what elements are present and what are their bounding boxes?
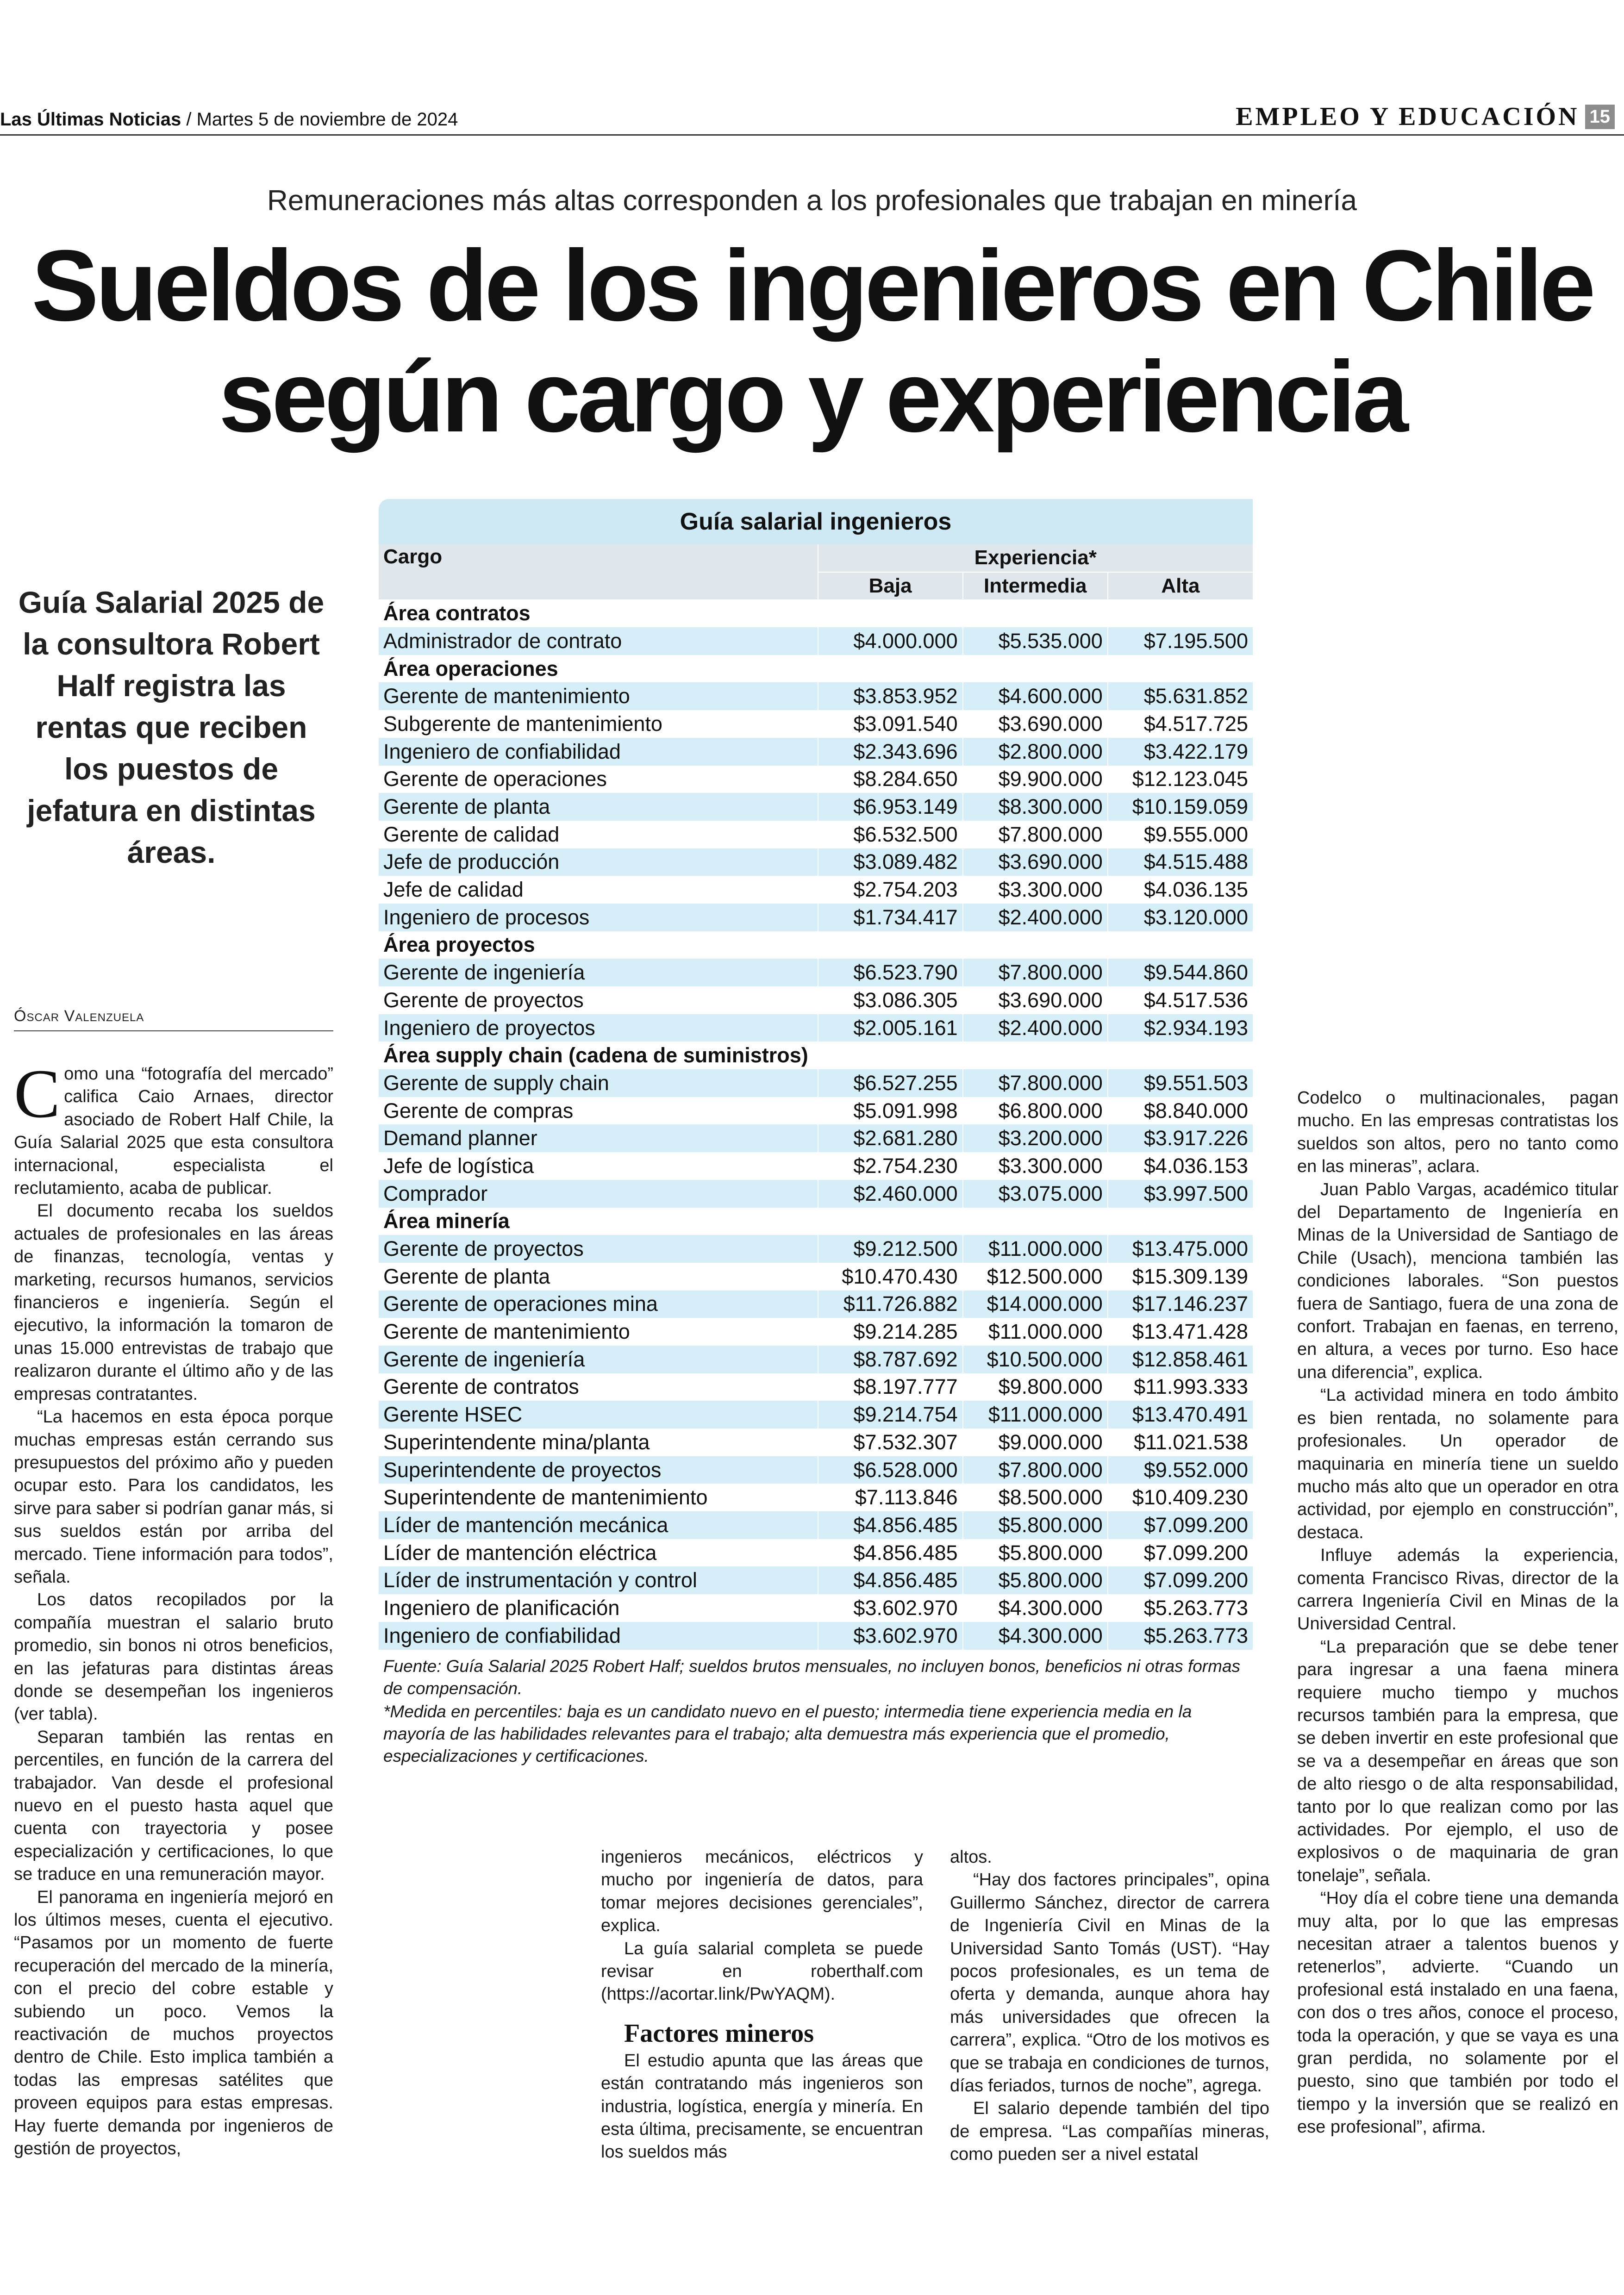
role-cell: Líder de instrumentación y control: [379, 1566, 818, 1594]
salary-alta-cell: $7.099.200: [1108, 1511, 1253, 1539]
empty-cell: [818, 931, 963, 959]
salary-intermedia-cell: $3.200.000: [963, 1124, 1108, 1152]
salary-baja-cell: $9.212.500: [818, 1235, 963, 1263]
role-cell: Jefe de logística: [379, 1152, 818, 1180]
empty-cell: [963, 599, 1108, 627]
role-cell: Gerente de proyectos: [379, 986, 818, 1014]
table-row: [379, 682, 1253, 710]
salary-intermedia-cell: $5.800.000: [963, 1511, 1108, 1539]
role-cell: Gerente de ingeniería: [379, 1346, 818, 1373]
article-paragraph: ingenieros mecánicos, eléctricos y mucho por ingeniería de datos, para tomar mejores decisiones gerenciales”, explica.: [601, 1847, 923, 1936]
article-paragraph: “Hay dos factores principales”, opina Guillermo Sánchez, director de carrera de Ingeniería Civil en Minas de la Universidad Santo Tomás (UST). “Hay pocos profesionales, es un tema de oferta y demanda, aunque ahora hay más universidades que ofrecen la carrera”, explica. “Otro de los motivos es que se trabaja en condiciones de turnos, días feriados, turnos de noche”, agrega.: [950, 1870, 1269, 2096]
table-row: [379, 1594, 1253, 1622]
salary-baja-cell: $6.523.790: [818, 959, 963, 986]
role-cell: Gerente de operaciones mina: [379, 1291, 818, 1318]
role-cell: Gerente de mantenimiento: [379, 1318, 818, 1346]
salary-intermedia-cell: $8.500.000: [963, 1484, 1108, 1511]
section-header: [1236, 103, 1615, 131]
salary-baja-cell: $8.197.777: [818, 1373, 963, 1401]
salary-alta-cell: $4.517.536: [1108, 986, 1253, 1014]
salary-guide: [379, 499, 1253, 1768]
salary-intermedia-cell: $6.800.000: [963, 1097, 1108, 1125]
table-row: [379, 1263, 1253, 1291]
table-row: [379, 766, 1253, 793]
table-row: [379, 1124, 1253, 1152]
salary-baja-cell: $2.460.000: [818, 1180, 963, 1208]
article-column-2: [601, 1846, 923, 2164]
salary-intermedia-cell: $7.800.000: [963, 821, 1108, 848]
salary-intermedia-cell: $3.690.000: [963, 986, 1108, 1014]
salary-baja-cell: $4.856.485: [818, 1566, 963, 1594]
salary-alta-cell: $7.099.200: [1108, 1539, 1253, 1567]
masthead-separator: /: [181, 109, 197, 130]
article-paragraph: Influye además la experiencia, comenta Francisco Rivas, director de la carrera Ingeniería Civil en Minas de la Universidad Central.: [1297, 1546, 1618, 1634]
salary-alta-cell: $12.123.045: [1108, 766, 1253, 793]
table-row: [379, 1456, 1253, 1484]
table-row: [379, 821, 1253, 848]
salary-alta-cell: $5.631.852: [1108, 682, 1253, 710]
area-row: [379, 599, 1253, 627]
salary-intermedia-cell: $9.900.000: [963, 766, 1108, 793]
column-header-alta: Alta: [1108, 572, 1253, 600]
table-row: [379, 1180, 1253, 1208]
header-rule: [0, 134, 1624, 136]
role-cell: Ingeniero de proyectos: [379, 1014, 818, 1042]
empty-cell: [1108, 599, 1253, 627]
salary-alta-cell: $12.858.461: [1108, 1346, 1253, 1373]
salary-baja-cell: $4.000.000: [818, 627, 963, 655]
area-row: [379, 931, 1253, 959]
salary-alta-cell: $9.552.000: [1108, 1456, 1253, 1484]
salary-baja-cell: $3.602.970: [818, 1622, 963, 1650]
area-row: [379, 1041, 1253, 1069]
section-name: EMPLEO Y EDUCACIÓN: [1236, 102, 1580, 131]
area-label: Área minería: [379, 1208, 818, 1235]
salary-alta-cell: $4.036.153: [1108, 1152, 1253, 1180]
empty-cell: [963, 1208, 1108, 1235]
role-cell: Gerente de supply chain: [379, 1069, 818, 1097]
paragraph-text: omo una “fotografía del mercado” califica Caio Arnaes, director asociado de Robert Half Chile, la Guía Salarial 2025 que esta consultora internacional, especialista el reclutamiento, acaba de publicar.: [14, 1064, 333, 1198]
role-cell: Gerente de mantenimiento: [379, 682, 818, 710]
table-notes: [379, 1655, 1253, 1767]
empty-cell: [963, 931, 1108, 959]
role-cell: Ingeniero de confiabilidad: [379, 738, 818, 766]
salary-intermedia-cell: $3.300.000: [963, 876, 1108, 904]
salary-intermedia-cell: $5.800.000: [963, 1539, 1108, 1567]
salary-intermedia-cell: $5.800.000: [963, 1566, 1108, 1594]
area-label: Área proyectos: [379, 931, 818, 959]
salary-alta-cell: $10.409.230: [1108, 1484, 1253, 1511]
role-cell: Gerente de planta: [379, 1263, 818, 1291]
article-paragraph: Juan Pablo Vargas, académico titular del Departamento de Ingeniería en Minas de la Universidad de Santiago de Chile (Usach), menciona también las condiciones laborales. “Son puestos fuera de Santiago, fuera de una zona de confort. Trabajan en faenas, en terreno, en altura, a veces por turno. Eso hace una diferencia”, explica.: [1297, 1179, 1618, 1382]
salary-intermedia-cell: $5.535.000: [963, 627, 1108, 655]
salary-alta-cell: $3.422.179: [1108, 738, 1253, 766]
salary-baja-cell: $8.787.692: [818, 1346, 963, 1373]
salary-alta-cell: $9.555.000: [1108, 821, 1253, 848]
role-cell: Gerente HSEC: [379, 1401, 818, 1428]
article-paragraph: altos.: [950, 1847, 992, 1867]
salary-baja-cell: $2.343.696: [818, 738, 963, 766]
headline-line-2: según cargo y experiencia: [219, 341, 1405, 453]
salary-intermedia-cell: $11.000.000: [963, 1318, 1108, 1346]
empty-cell: [818, 599, 963, 627]
role-cell: Comprador: [379, 1180, 818, 1208]
empty-cell: [963, 655, 1108, 683]
table-row: [379, 1428, 1253, 1456]
salary-alta-cell: $5.263.773: [1108, 1594, 1253, 1622]
salary-intermedia-cell: $7.800.000: [963, 1069, 1108, 1097]
article-paragraph: “Hoy día el cobre tiene una demanda muy alta, por lo que las empresas necesitan atraer a talentos buenos y retenerlos”, advierte. “Cuando un profesional está instalado en una faena, con dos o tres años, conoce el proceso, toda la operación, y que se vaya es una gran perdida, no solamente por el puesto, sino que también por todo el tiempo y la inversión que se realizó en ese profesional”, afirma.: [1297, 1889, 1618, 2137]
table-row: [379, 627, 1253, 655]
kicker: Remuneraciones más altas corresponden a los profesionales que trabajan en minería: [267, 185, 1357, 217]
empty-cell: [818, 1041, 963, 1069]
salary-baja-cell: $2.005.161: [818, 1014, 963, 1042]
empty-cell: [818, 1208, 963, 1235]
article-paragraph: El documento recaba los sueldos actuales de profesionales en las áreas de finanzas, tecnología, ventas y marketing, recursos humanos, servicios financieros e ingeniería. Según el ejecutivo, la información la tomaron de unas 15.000 entrevistas de trabajo que realizaron durante el último año y de las empresas contratantes.: [14, 1201, 333, 1404]
salary-intermedia-cell: $3.690.000: [963, 710, 1108, 738]
salary-baja-cell: $6.527.255: [818, 1069, 963, 1097]
salary-intermedia-cell: $11.000.000: [963, 1401, 1108, 1428]
salary-alta-cell: $7.195.500: [1108, 627, 1253, 655]
byline: Óscar Valenzuela: [14, 1007, 144, 1025]
salary-intermedia-cell: $9.800.000: [963, 1373, 1108, 1401]
role-cell: Administrador de contrato: [379, 627, 818, 655]
article-paragraph: Separan también las rentas en percentiles, en función de la carrera del trabajador. Van desde el profesional nuevo en el puesto hasta aquel que cuenta con trayectoria y posee especialización y certificaciones, lo que se traduce en una remuneración mayor.: [14, 1727, 333, 1884]
table-row: [379, 1235, 1253, 1263]
salary-intermedia-cell: $11.000.000: [963, 1235, 1108, 1263]
area-label: Área contratos: [379, 599, 818, 627]
article-paragraph: El panorama en ingeniería mejoró en los últimos meses, cuenta el ejecutivo. “Pasamos por un momento de fuerte recuperación del mercado de la minería, con el precio del cobre estable y subiendo un poco. Vemos la reactivación de muchos proyectos dentro de Chile. Esto implica también a todas las empresas satélites que proveen equipos para estas empresas. Hay fuerte demanda por ingenieros de gestión de proyectos,: [14, 1887, 333, 2159]
article-paragraph: [14, 1055, 333, 1200]
table-source-note: Fuente: Guía Salarial 2025 Robert Half; sueldos brutos mensuales, no incluyen bonos, beneficios ni otras formas de compensación.: [383, 1656, 1241, 1698]
salary-intermedia-cell: $3.075.000: [963, 1180, 1108, 1208]
table-row: [379, 1373, 1253, 1401]
salary-baja-cell: $6.953.149: [818, 793, 963, 821]
role-cell: Líder de mantención eléctrica: [379, 1539, 818, 1567]
role-cell: Gerente de ingeniería: [379, 959, 818, 986]
salary-baja-cell: $5.091.998: [818, 1097, 963, 1125]
table-row: [379, 986, 1253, 1014]
page-number: 15: [1585, 105, 1615, 129]
table-percentile-note: *Medida en percentiles: baja es un candidato nuevo en el puesto; intermedia tiene experiencia media en la mayoría de las habilidades relevantes para el trabajo; alta demuestra más experiencia que el promedio, especializaciones y certificaciones.: [383, 1702, 1192, 1765]
article-paragraph: La guía salarial completa se puede revisar en roberthalf.com (https://acortar.link/PwYAQM).: [601, 1939, 923, 2004]
role-cell: Jefe de calidad: [379, 876, 818, 904]
salary-alta-cell: $3.120.000: [1108, 904, 1253, 931]
salary-alta-cell: $3.917.226: [1108, 1124, 1253, 1152]
salary-alta-cell: $11.993.333: [1108, 1373, 1253, 1401]
salary-alta-cell: $13.470.491: [1108, 1401, 1253, 1428]
byline-rule: [14, 1030, 333, 1031]
role-cell: Gerente de operaciones: [379, 766, 818, 793]
table-row: [379, 1346, 1253, 1373]
empty-cell: [963, 1041, 1108, 1069]
salary-baja-cell: $10.470.430: [818, 1263, 963, 1291]
salary-alta-cell: $13.475.000: [1108, 1235, 1253, 1263]
empty-cell: [1108, 655, 1253, 683]
role-cell: Ingeniero de confiabilidad: [379, 1622, 818, 1650]
role-cell: Subgerente de mantenimiento: [379, 710, 818, 738]
salary-intermedia-cell: $12.500.000: [963, 1263, 1108, 1291]
salary-baja-cell: $6.528.000: [818, 1456, 963, 1484]
table-row: [379, 1014, 1253, 1042]
drop-cap: C: [14, 1055, 61, 1132]
table-row: [379, 1291, 1253, 1318]
salary-intermedia-cell: $4.300.000: [963, 1594, 1108, 1622]
salary-baja-cell: $6.532.500: [818, 821, 963, 848]
table-row: [379, 876, 1253, 904]
salary-baja-cell: $1.734.417: [818, 904, 963, 931]
salary-intermedia-cell: $10.500.000: [963, 1346, 1108, 1373]
table-header-row: [379, 544, 1253, 572]
role-cell: Jefe de producción: [379, 848, 818, 876]
salary-baja-cell: $11.726.882: [818, 1291, 963, 1318]
article-paragraph: El estudio apunta que las áreas que están contratando más ingenieros son industria, logística, energía y minería. En esta última, precisamente, se encuentran los sueldos más: [601, 2051, 923, 2162]
table-row: [379, 793, 1253, 821]
salary-baja-cell: $2.754.203: [818, 876, 963, 904]
article-paragraph: “La preparación que se debe tener para ingresar a una faena minera requiere mucho tiempo y muchos recursos también para la empresa, que se deben invertir en este profesional que se va a desempeñar en áreas que son de alto riesgo o de alta responsabilidad, tanto por lo que realizan como por las actividades. Por ejemplo, el uso de explosivos o de maquinaria de gran tonelaje”, señala.: [1297, 1637, 1618, 1885]
empty-cell: [1108, 1041, 1253, 1069]
salary-baja-cell: $3.089.482: [818, 848, 963, 876]
article-column-4: [1297, 1087, 1618, 2139]
article-paragraph: El salario depende también del tipo de empresa. “Las compañías mineras, como pueden ser a nivel estatal: [950, 2099, 1269, 2164]
table-row: [379, 1539, 1253, 1567]
salary-baja-cell: $2.681.280: [818, 1124, 963, 1152]
headline-line-1: Sueldos de los ingenieros en Chile: [31, 230, 1593, 342]
subheading: Factores mineros: [624, 2019, 814, 2048]
role-cell: Gerente de calidad: [379, 821, 818, 848]
role-cell: Gerente de planta: [379, 793, 818, 821]
table-row: [379, 738, 1253, 766]
salary-alta-cell: $4.517.725: [1108, 710, 1253, 738]
salary-table: [379, 544, 1253, 1650]
salary-alta-cell: $10.159.059: [1108, 793, 1253, 821]
empty-cell: [1108, 931, 1253, 959]
salary-alta-cell: $5.263.773: [1108, 1622, 1253, 1650]
salary-alta-cell: $15.309.139: [1108, 1263, 1253, 1291]
salary-intermedia-cell: $2.400.000: [963, 1014, 1108, 1042]
salary-baja-cell: $7.113.846: [818, 1484, 963, 1511]
newspaper-name: Las Últimas Noticias: [0, 109, 181, 130]
salary-alta-cell: $13.471.428: [1108, 1318, 1253, 1346]
role-cell: Superintendente de mantenimiento: [379, 1484, 818, 1511]
table-row: [379, 1484, 1253, 1511]
salary-intermedia-cell: $2.400.000: [963, 904, 1108, 931]
role-cell: Superintendente de proyectos: [379, 1456, 818, 1484]
salary-baja-cell: $3.602.970: [818, 1594, 963, 1622]
salary-alta-cell: $9.544.860: [1108, 959, 1253, 986]
table-row: [379, 1318, 1253, 1346]
table-row: [379, 710, 1253, 738]
area-row: [379, 655, 1253, 683]
salary-alta-cell: $7.099.200: [1108, 1566, 1253, 1594]
salary-intermedia-cell: $7.800.000: [963, 1456, 1108, 1484]
table-row: [379, 1511, 1253, 1539]
table-row: [379, 1622, 1253, 1650]
role-cell: Gerente de compras: [379, 1097, 818, 1125]
deck: Guía Salarial 2025 de la consultora Robert Half registra las rentas que reciben los puestos de jefatura en distintas áreas.: [18, 585, 325, 869]
empty-cell: [1108, 1208, 1253, 1235]
column-header-baja: Baja: [818, 572, 963, 600]
salary-baja-cell: $9.214.285: [818, 1318, 963, 1346]
column-header-experiencia: Experiencia*: [818, 544, 1253, 572]
role-cell: Demand planner: [379, 1124, 818, 1152]
salary-baja-cell: $3.086.305: [818, 986, 963, 1014]
salary-intermedia-cell: $2.800.000: [963, 738, 1108, 766]
salary-baja-cell: $7.532.307: [818, 1428, 963, 1456]
table-row: [379, 1069, 1253, 1097]
area-row: [379, 1208, 1253, 1235]
salary-alta-cell: $4.036.135: [1108, 876, 1253, 904]
salary-intermedia-cell: $7.800.000: [963, 959, 1108, 986]
table-row: [379, 1401, 1253, 1428]
role-cell: Líder de mantención mecánica: [379, 1511, 818, 1539]
table-body: [379, 599, 1253, 1649]
salary-alta-cell: $17.146.237: [1108, 1291, 1253, 1318]
salary-intermedia-cell: $3.690.000: [963, 848, 1108, 876]
salary-intermedia-cell: $4.300.000: [963, 1622, 1108, 1650]
article-paragraph: “La actividad minera en todo ámbito es bien rentada, no solamente para profesionales. Un operador de maquinaria en minería tiene un sueldo mucho más alto que un operador en otra actividad, por ejemplo en construcción”, destaca.: [1297, 1385, 1618, 1542]
salary-alta-cell: $11.021.538: [1108, 1428, 1253, 1456]
column-header-intermedia: Intermedia: [963, 572, 1108, 600]
table-row: [379, 1097, 1253, 1125]
salary-baja-cell: $8.284.650: [818, 766, 963, 793]
empty-cell: [818, 655, 963, 683]
issue-date: Martes 5 de noviembre de 2024: [196, 109, 458, 130]
table-row: [379, 1152, 1253, 1180]
table-row: [379, 959, 1253, 986]
masthead: [0, 109, 458, 130]
role-cell: Ingeniero de planificación: [379, 1594, 818, 1622]
salary-alta-cell: $8.840.000: [1108, 1097, 1253, 1125]
column-header-cargo: Cargo: [379, 544, 818, 599]
article-paragraph: Los datos recopilados por la compañía muestran el salario bruto promedio, sin bonos ni otros beneficios, en las jefaturas para distintas áreas donde se desempeñan los ingenieros (ver tabla).: [14, 1590, 333, 1724]
salary-baja-cell: $4.856.485: [818, 1511, 963, 1539]
salary-intermedia-cell: $3.300.000: [963, 1152, 1108, 1180]
salary-intermedia-cell: $9.000.000: [963, 1428, 1108, 1456]
salary-intermedia-cell: $4.600.000: [963, 682, 1108, 710]
article-paragraph: “La hacemos en esta época porque muchas empresas están cerrando sus presupuestos del próximo año y pueden ocupar esto. Para los candidatos, les sirve para saber si podrían ganar más, si sus sueldos están por arriba del mercado. Tiene información para todos”, señala.: [14, 1407, 333, 1587]
headline: [0, 231, 1624, 453]
table-title: Guía salarial ingenieros: [379, 499, 1253, 544]
salary-intermedia-cell: $8.300.000: [963, 793, 1108, 821]
article-column-1: [14, 1055, 333, 2161]
salary-baja-cell: $4.856.485: [818, 1539, 963, 1567]
table-row: [379, 848, 1253, 876]
role-cell: Ingeniero de procesos: [379, 904, 818, 931]
table-row: [379, 1566, 1253, 1594]
area-label: Área supply chain (cadena de suministros): [379, 1041, 818, 1069]
table-row: [379, 904, 1253, 931]
salary-baja-cell: $3.091.540: [818, 710, 963, 738]
role-cell: Gerente de proyectos: [379, 1235, 818, 1263]
salary-intermedia-cell: $14.000.000: [963, 1291, 1108, 1318]
salary-alta-cell: $3.997.500: [1108, 1180, 1253, 1208]
article-column-3: [950, 1846, 1269, 2166]
salary-alta-cell: $4.515.488: [1108, 848, 1253, 876]
role-cell: Gerente de contratos: [379, 1373, 818, 1401]
salary-alta-cell: $9.551.503: [1108, 1069, 1253, 1097]
salary-baja-cell: $9.214.754: [818, 1401, 963, 1428]
salary-baja-cell: $3.853.952: [818, 682, 963, 710]
article-paragraph: Codelco o multinacionales, pagan mucho. En las empresas contratistas los sueldos son altos, pero no tanto como en las mineras”, aclara.: [1297, 1088, 1618, 1177]
salary-alta-cell: $2.934.193: [1108, 1014, 1253, 1042]
role-cell: Superintendente mina/planta: [379, 1428, 818, 1456]
area-label: Área operaciones: [379, 655, 818, 683]
salary-baja-cell: $2.754.230: [818, 1152, 963, 1180]
